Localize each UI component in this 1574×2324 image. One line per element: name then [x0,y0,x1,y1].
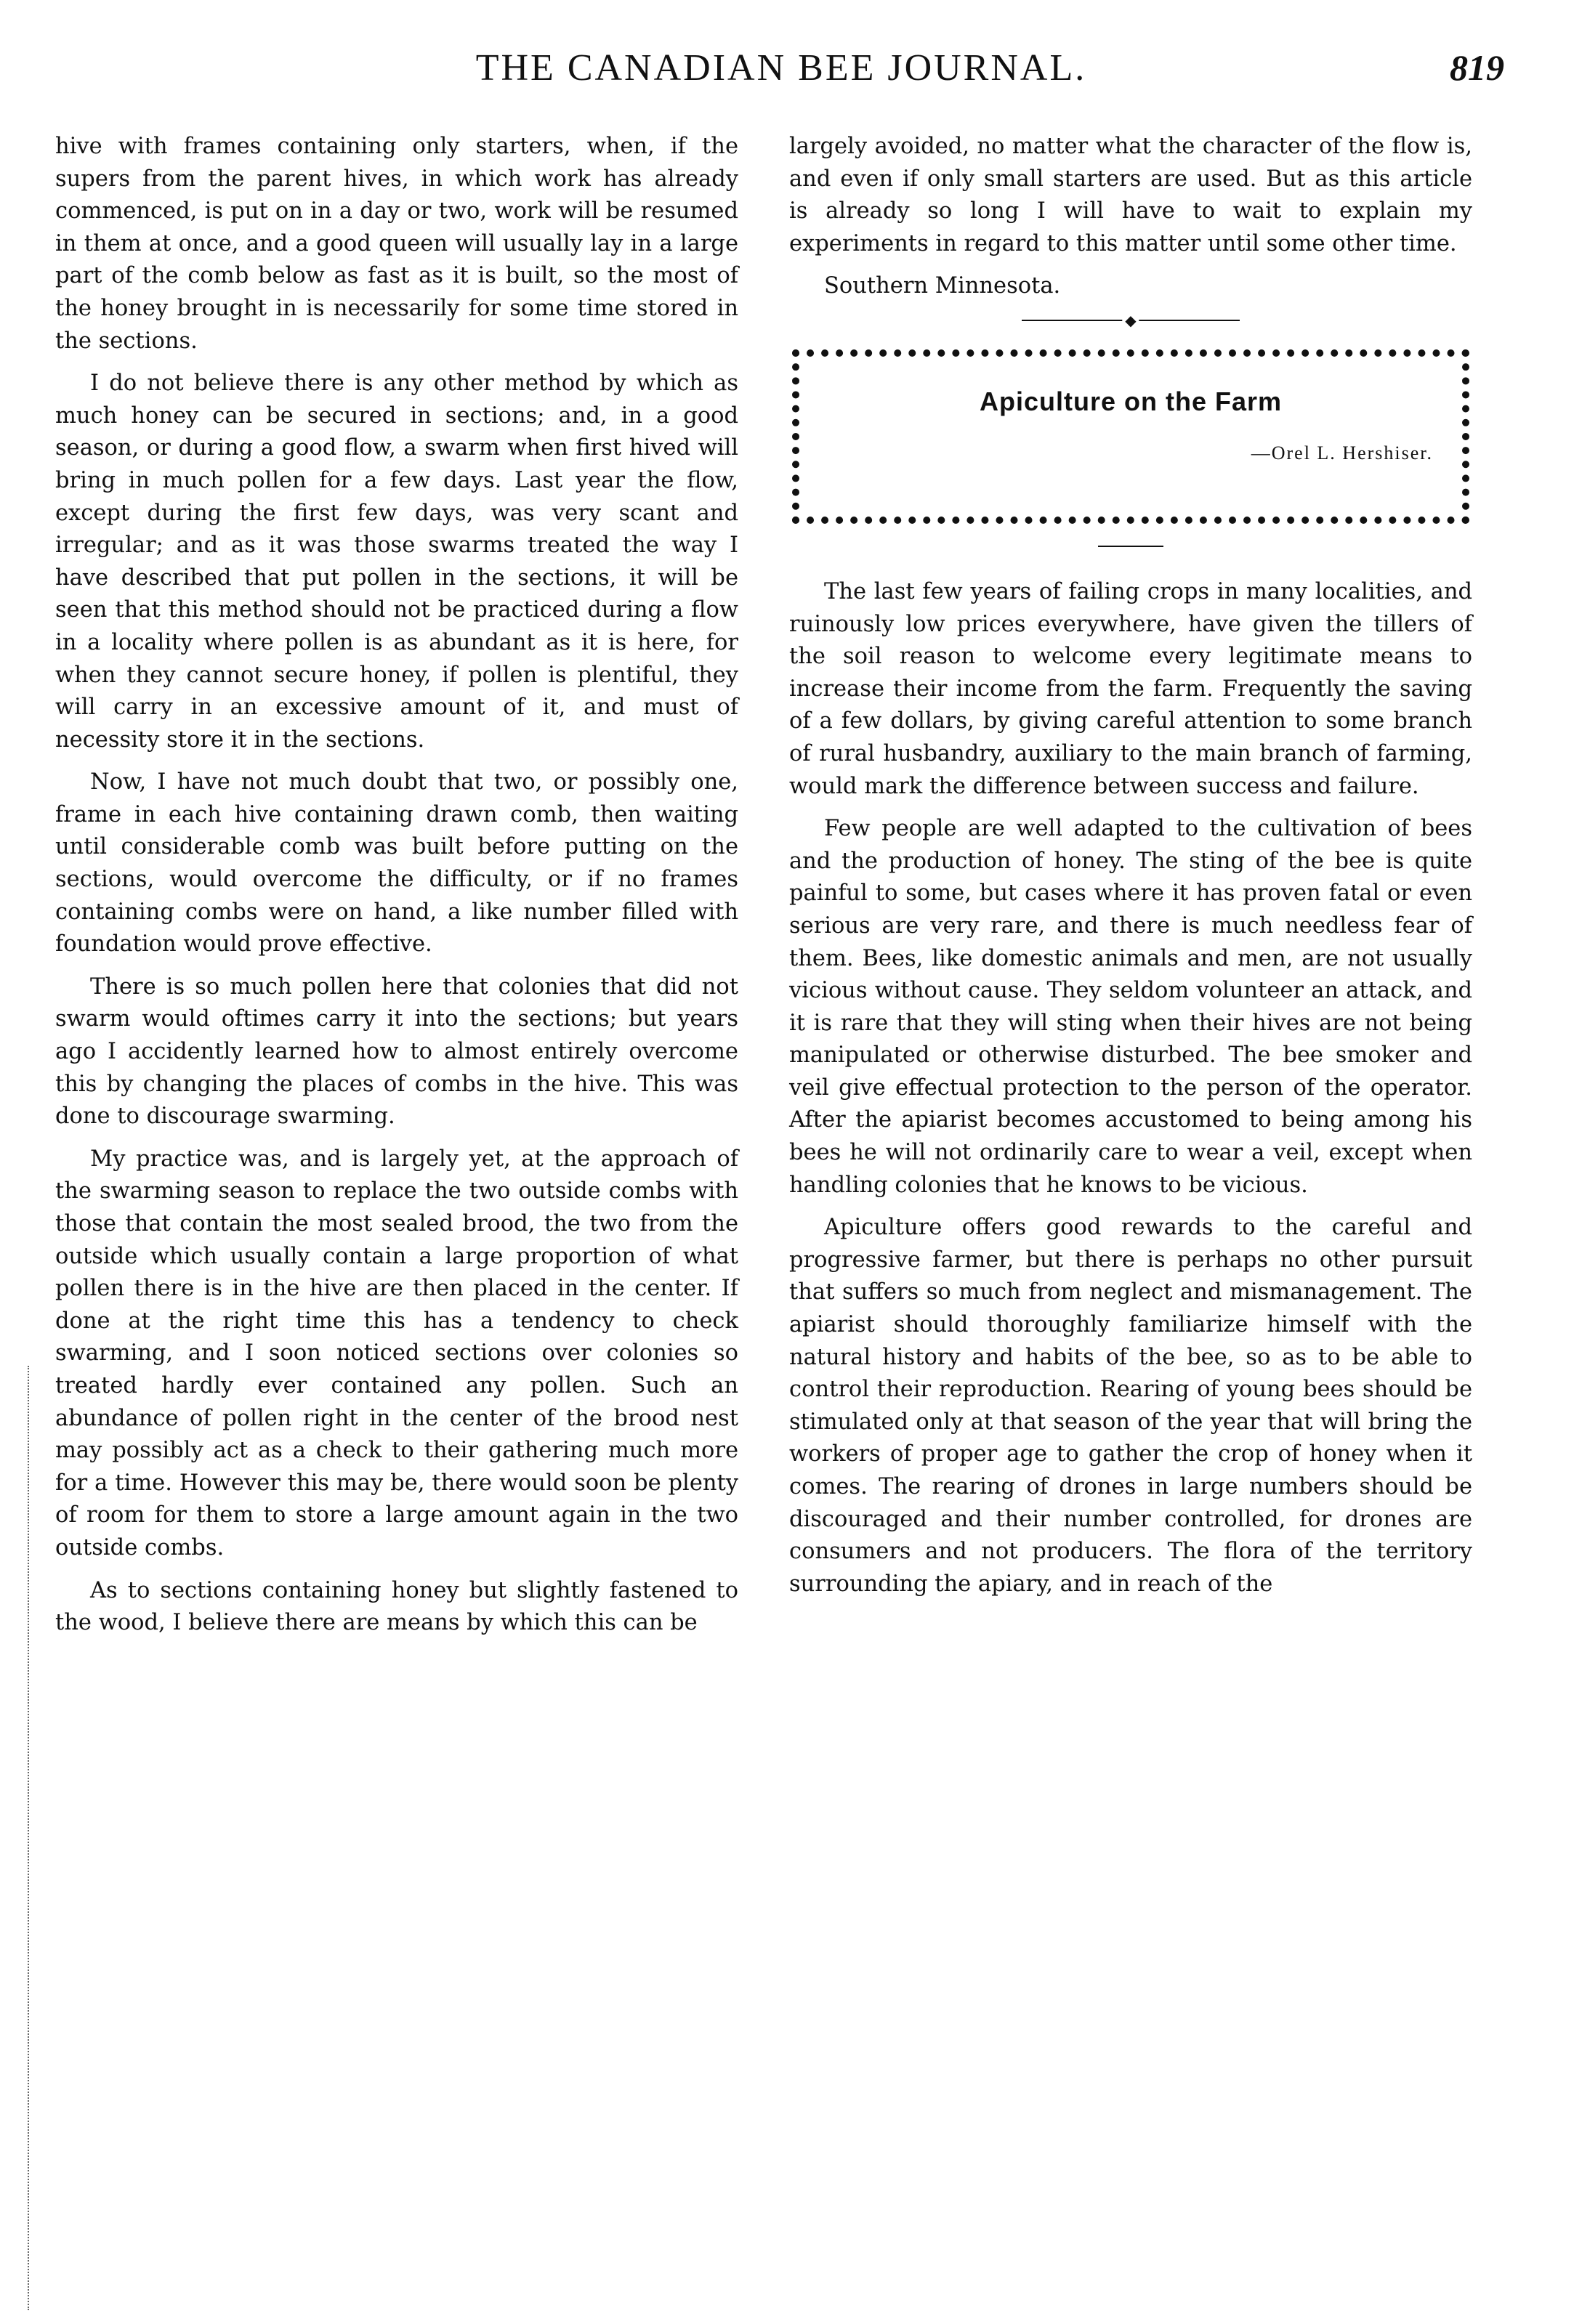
article-title: Apiculture on the Farm [979,386,1283,416]
diamond-ornament-icon: ◆ [1122,313,1139,328]
right-column [789,131,1472,1611]
paragraph: Now, I have not much doubt that two, or possibly one, frame in each hive containing drawn comb, then waiting until considerable comb was built before putting on the sections, would overcome the difficulty, or if no frames containing combs were on hand, a like number filled with foundation would prove effective. [55,769,738,957]
paragraph: As to sections containing honey but slightly fastened to the wood, I believe there are means by which this can be [55,1577,738,1636]
paragraph: largely avoided, no matter what the character of the flow is, and even if only small starters are used. But as this article is already so long I will have to wait to explain my experiments in regard to this matter until some other time. [789,134,1472,256]
page-number: 819 [1450,47,1504,88]
paragraph: There is so much pollen here that colonies that did not swarm would oftimes carry it into the sections; but years ago I accidently learned how to almost entirely overcome this by changing the places of combs in the hive. This was done to discourage swarming. [55,973,738,1130]
ornamental-rule [1022,313,1240,328]
paragraph: hive with frames containing only starters, when, if the supers from the parent hives, in which work has already commenced, is put on in a day or two, work will be resumed in them at once, and a good queen will usually lay in a large part of the comb below as fast as it is built, so the most of the honey brought in is necessarily for some time stored in the sections. [55,134,738,354]
byline: —Orel L. Hershiser. [1251,442,1433,463]
left-column [55,131,738,1650]
short-rule [1098,546,1163,547]
paragraph: Apiculture offers good rewards to the careful and progressive farmer, but there is perhaps no other pursuit that suffers so much from neglect and mismanagement. The apiarist should thoroughly familiarize himself with the natural history and habits of the bee, so as to be able to control their reproduction. Rearing of young bees should be stimulated only at that season of the year that will bring the workers of proper age to gather the crop of honey when it comes. The rearing of drones in large numbers should be discouraged and their number controlled, for drones are consumers and not producers. The flora of the territory surrounding the apiary, and in reach of the [789,1215,1472,1597]
journal-title: THE CANADIAN BEE JOURNAL. [475,47,1087,89]
paragraph: My practice was, and is largely yet, at the approach of the swarming season to replace the two outside combs with those that contain the most sealed brood, the two from the outside which usually contain a large proportion of what pollen there is in the hive are then placed in the center. If done at the right time this has a tendency to check swarming, and I soon noticed sections over colonies so treated hardly ever contained any pollen. Such an abundance of pollen right in the center of the brood nest may possibly act as a check to their gathering much more for a time. However this may be, there would soon be plenty of room for them to store a large amount again in the two outside combs. [55,1146,738,1560]
page-header [58,42,1504,93]
paragraph: The last few years of failing crops in many localities, and ruinously low prices everywhere, have given the tillers of the soil reason to welcome every legitimate means to increase their income from the farm. Frequently the saving of a few dollars, by giving careful attention to some branch of rural husbandry, auxiliary to the main branch of farming, would mark the difference between success and failure. [789,578,1472,799]
paragraph: Few people are well adapted to the cultivation of bees and the production of honey. The sting of the bee is quite painful to some, but cases where it has proven fatal or even serious are very rare, and there is much needless fear of them. Bees, like domestic animals and men, are not usually vicious without cause. They seldom volunteer an attack, and it is rare that they will sting when their hives are not being manipulated or otherwise disturbed. The bee smoker and veil give effectual protection to the person of the operator. After the apiarist becomes accustomed to being among his bees he will not ordinarily care to wear a veil, except when handling colonies that he knows to be vicious. [789,816,1472,1198]
article-title-box [792,349,1469,524]
margin-line [28,1366,29,2310]
paragraph: I do not believe there is any other method by which as much honey can be secured in sections; and, in a good season, or during a good flow, a swarm when first hived will bring in much pollen for a few days. Last year the flow, except during the first few days, was very scant and irregular; and as it was those swarms treated the way I have described that put pollen in the sections, it will be seen that this method should not be practiced during a flow in a locality where pollen is as abundant as it is here, for when they cannot secure honey, if pollen is plentiful, they will carry in an excessive amount of it, and must of necessity store it in the sections. [55,371,738,753]
signature: Southern Minnesota. [824,273,1061,299]
